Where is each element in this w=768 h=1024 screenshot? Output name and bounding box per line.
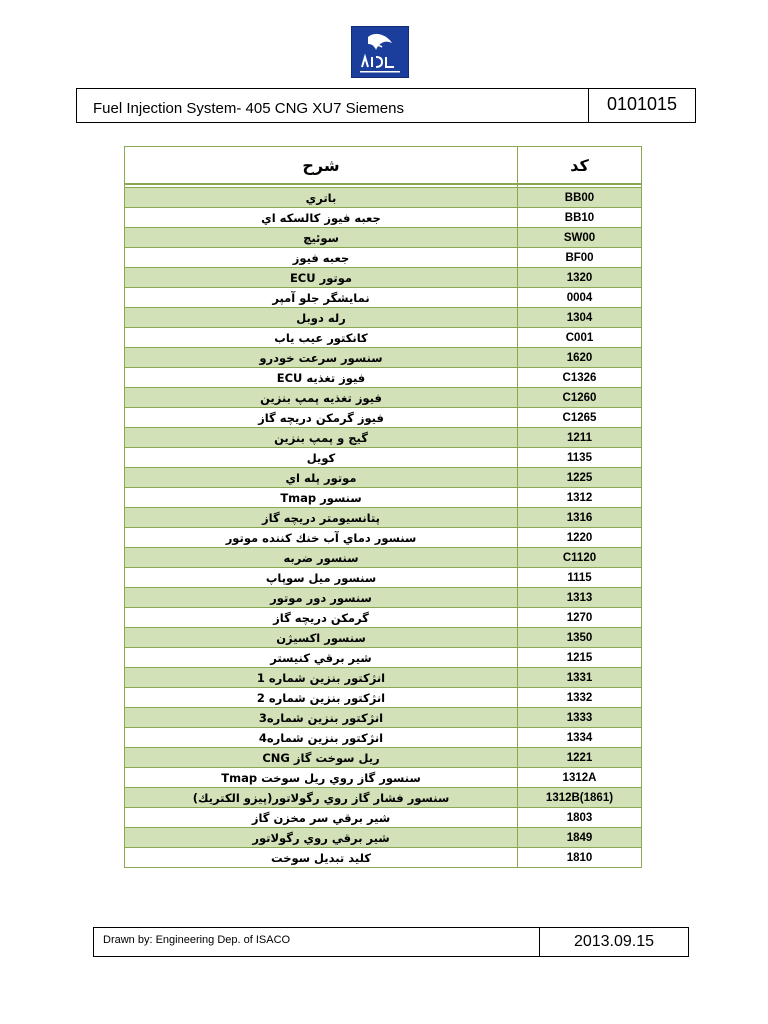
table-row bbox=[125, 368, 642, 388]
row-code: C001 bbox=[518, 328, 642, 348]
table-row bbox=[125, 608, 642, 628]
row-description: موتور پله اي bbox=[125, 468, 518, 488]
row-description: كويل bbox=[125, 448, 518, 468]
table-row bbox=[125, 788, 642, 808]
table-row bbox=[125, 728, 642, 748]
row-code: 1215 bbox=[518, 648, 642, 668]
table-row bbox=[125, 488, 642, 508]
row-code: 1312B(1861) bbox=[518, 788, 642, 808]
row-code: 1115 bbox=[518, 568, 642, 588]
table-row bbox=[125, 188, 642, 208]
row-code: 1332 bbox=[518, 688, 642, 708]
document-date: 2013.09.15 bbox=[573, 933, 655, 950]
row-code: BB10 bbox=[518, 208, 642, 228]
row-description: سوئيچ bbox=[125, 228, 518, 248]
row-description: انژكتور بنزين شماره3 bbox=[125, 708, 518, 728]
table-row bbox=[125, 328, 642, 348]
row-code: C1326 bbox=[518, 368, 642, 388]
row-code: 1135 bbox=[518, 448, 642, 468]
row-description: جعبه فيوز bbox=[125, 248, 518, 268]
row-description: سنسور دور موتور bbox=[125, 588, 518, 608]
table-row bbox=[125, 528, 642, 548]
row-code: 1331 bbox=[518, 668, 642, 688]
row-code: 1220 bbox=[518, 528, 642, 548]
row-description: فيوز تغذيه پمپ بنزين bbox=[125, 388, 518, 408]
document-footer bbox=[93, 927, 689, 957]
row-description: ريل سوخت گاز CNG bbox=[125, 748, 518, 768]
table-row bbox=[125, 388, 642, 408]
table-row bbox=[125, 468, 642, 488]
table-row bbox=[125, 768, 642, 788]
table-row bbox=[125, 288, 642, 308]
row-code: 1350 bbox=[518, 628, 642, 648]
row-code: 1316 bbox=[518, 508, 642, 528]
table-row bbox=[125, 668, 642, 688]
table-row bbox=[125, 348, 642, 368]
table-row bbox=[125, 448, 642, 468]
document-title: Fuel Injection System- 405 CNG XU7 Siemens bbox=[77, 89, 589, 122]
row-code: C1120 bbox=[518, 548, 642, 568]
row-code: 1221 bbox=[518, 748, 642, 768]
row-description: كانكتور عيب ياب bbox=[125, 328, 518, 348]
row-code: 1304 bbox=[518, 308, 642, 328]
row-description: پتانسيومتر دريچه گاز bbox=[125, 508, 518, 528]
table-row bbox=[125, 228, 642, 248]
row-code: C1260 bbox=[518, 388, 642, 408]
row-description: سنسور اكسيژن bbox=[125, 628, 518, 648]
row-code: SW00 bbox=[518, 228, 642, 248]
row-description: انژكتور بنزين شماره4 bbox=[125, 728, 518, 748]
table-body bbox=[125, 147, 642, 868]
row-description: فيوز گرمكن دريچه گاز bbox=[125, 408, 518, 428]
row-description: سنسور فشار گاز روي رگولاتور(پيزو الكتريك) bbox=[125, 788, 518, 808]
row-description: انژكتور بنزين شماره 1 bbox=[125, 668, 518, 688]
table-header-row bbox=[125, 147, 642, 185]
row-description: رله دوبل bbox=[125, 308, 518, 328]
table-row bbox=[125, 508, 642, 528]
table-row bbox=[125, 568, 642, 588]
table-row bbox=[125, 588, 642, 608]
row-code: 1313 bbox=[518, 588, 642, 608]
row-code: 1620 bbox=[518, 348, 642, 368]
row-description: انژكتور بنزين شماره 2 bbox=[125, 688, 518, 708]
table-row bbox=[125, 808, 642, 828]
isaco-logo-icon bbox=[351, 26, 409, 78]
row-description: شير برقي روي رگولاتور bbox=[125, 828, 518, 848]
row-description: شير برقي سر مخزن گاز bbox=[125, 808, 518, 828]
row-code: 1849 bbox=[518, 828, 642, 848]
row-description: نمايشگر جلو آمپر bbox=[125, 288, 518, 308]
row-description: سنسور ميل سوپاپ bbox=[125, 568, 518, 588]
row-description: گيج و پمپ بنزين bbox=[125, 428, 518, 448]
component-code-table bbox=[124, 146, 642, 868]
drawn-by-label: Drawn by: Engineering Dep. of ISACO bbox=[94, 928, 540, 956]
table-row bbox=[125, 548, 642, 568]
table-row bbox=[125, 268, 642, 288]
row-code: 1803 bbox=[518, 808, 642, 828]
row-code: 1225 bbox=[518, 468, 642, 488]
table-row bbox=[125, 848, 642, 868]
row-code: 0004 bbox=[518, 288, 642, 308]
row-code: BB00 bbox=[518, 188, 642, 208]
table-row bbox=[125, 748, 642, 768]
row-code: 1270 bbox=[518, 608, 642, 628]
row-code: BF00 bbox=[518, 248, 642, 268]
table-row bbox=[125, 648, 642, 668]
row-description: كليد تبديل سوخت bbox=[125, 848, 518, 868]
table-row bbox=[125, 628, 642, 648]
row-code: 1810 bbox=[518, 848, 642, 868]
row-description: Tmap سنسور گاز روي ريل سوخت bbox=[125, 768, 518, 788]
table-row bbox=[125, 828, 642, 848]
row-code: 1333 bbox=[518, 708, 642, 728]
row-description: گرمكن دريچه گاز bbox=[125, 608, 518, 628]
row-code: 1312 bbox=[518, 488, 642, 508]
document-header bbox=[76, 88, 696, 123]
table-row bbox=[125, 428, 642, 448]
row-description: ECU فيوز تغذيه bbox=[125, 368, 518, 388]
row-code: 1211 bbox=[518, 428, 642, 448]
document-number: 0101015 bbox=[606, 93, 678, 114]
table-row bbox=[125, 208, 642, 228]
row-code: 1320 bbox=[518, 268, 642, 288]
row-description: سنسور ضربه bbox=[125, 548, 518, 568]
row-description: ECU موتور bbox=[125, 268, 518, 288]
row-description: باتري bbox=[125, 188, 518, 208]
table-row bbox=[125, 688, 642, 708]
row-description: شير برقي كنيستر bbox=[125, 648, 518, 668]
table-row bbox=[125, 248, 642, 268]
table-row bbox=[125, 408, 642, 428]
row-description: سنسور دماي آب خنك كننده موتور bbox=[125, 528, 518, 548]
row-description: Tmap سنسور bbox=[125, 488, 518, 508]
column-header-code: كد bbox=[518, 147, 642, 185]
row-description: سنسور سرعت خودرو bbox=[125, 348, 518, 368]
table-row bbox=[125, 708, 642, 728]
row-description: جعبه فيوز كالسكه اي bbox=[125, 208, 518, 228]
table-row bbox=[125, 308, 642, 328]
row-code: 1334 bbox=[518, 728, 642, 748]
row-code: C1265 bbox=[518, 408, 642, 428]
row-code: 1312A bbox=[518, 768, 642, 788]
column-header-description: شرح bbox=[125, 147, 518, 185]
